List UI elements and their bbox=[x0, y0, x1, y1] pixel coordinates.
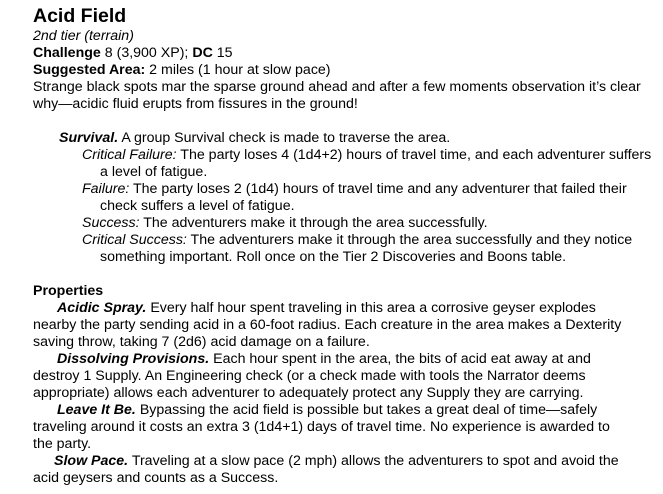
outcome-label: Critical Failure: bbox=[82, 147, 177, 163]
suggested-area-value: 2 miles (1 hour at slow pace) bbox=[149, 62, 331, 78]
properties-heading: Properties bbox=[33, 283, 104, 299]
dc-value: 15 bbox=[216, 45, 233, 61]
outcome-failure bbox=[82, 181, 655, 215]
property-text: Every half hour spent traveling in this area a corrosive geyser explodes nearby the party sending acid in a 60-foot radius. Each creature in the area makes a Dexterity saving throw, taking 7 (2d6) acid damage on a failure. bbox=[33, 300, 622, 350]
survival-line bbox=[59, 130, 653, 147]
dc-label: DC bbox=[192, 45, 213, 61]
outcome-label: Failure: bbox=[82, 181, 130, 197]
challenge-line bbox=[33, 45, 653, 62]
outcome-critical-failure bbox=[82, 147, 655, 181]
outcome-label: Critical Success: bbox=[82, 232, 187, 248]
property-label: Dissolving Provisions. bbox=[57, 351, 210, 367]
suggested-area-label: Suggested Area: bbox=[33, 62, 146, 78]
challenge-label: Challenge bbox=[33, 45, 101, 61]
outcome-text: The party loses 2 (1d4) hours of travel time and any adventurer that failed their check suffers a level of fatigue. bbox=[100, 181, 627, 214]
outcome-text: The party loses 4 (1d4+2) hours of travel time, and each adventurer suffers a level of fatigue. bbox=[100, 147, 652, 180]
property-leave-it-be bbox=[33, 402, 633, 453]
outcome-text: The adventurers make it through the area successfully. bbox=[143, 215, 488, 231]
property-acidic-spray bbox=[33, 300, 633, 351]
property-text: Each hour spent in the area, the bits of acid eat away at and destroy 1 Supply. An Engineering check (or a check made with tools the Narrator deems appropriate) allows each adventurer to adequately protect any Supply they are carrying. bbox=[33, 351, 591, 401]
tier-line: 2nd tier (terrain) bbox=[33, 28, 134, 44]
suggested-area-line bbox=[33, 62, 653, 79]
outcome-text: The adventurers make it through the area successfully and they notice something important. Roll once on the Tier 2 Discoveries and Boons table. bbox=[100, 232, 633, 265]
property-label: Slow Pace. bbox=[54, 453, 129, 469]
survival-text: A group Survival check is made to traverse the area. bbox=[121, 130, 451, 146]
property-slow-pace bbox=[33, 453, 633, 487]
challenge-value: 8 (3,900 XP); bbox=[104, 45, 189, 61]
outcome-critical-success bbox=[82, 232, 655, 266]
outcome-label: Success: bbox=[82, 215, 140, 231]
property-dissolving-provisions bbox=[33, 351, 633, 402]
description: Strange black spots mar the sparse ground ahead and after a few moments observation it’s clear why—acidic fluid erupts from fissures in the ground! bbox=[33, 79, 641, 112]
property-label: Acidic Spray. bbox=[57, 300, 147, 316]
page-title: Acid Field bbox=[33, 5, 127, 27]
property-label: Leave It Be. bbox=[57, 402, 136, 418]
property-text: Traveling at a slow pace (2 mph) allows the adventurers to spot and avoid the acid geysers and counts as a Success. bbox=[33, 453, 619, 486]
survival-label: Survival. bbox=[59, 130, 119, 146]
property-text: Bypassing the acid field is possible but takes a great deal of time—safely traveling around it costs an extra 3 (1d4+1) days of travel time. No experience is awarded to the party. bbox=[33, 402, 610, 452]
spacer bbox=[33, 113, 653, 130]
spacer bbox=[33, 266, 653, 283]
outcome-success bbox=[82, 215, 655, 232]
